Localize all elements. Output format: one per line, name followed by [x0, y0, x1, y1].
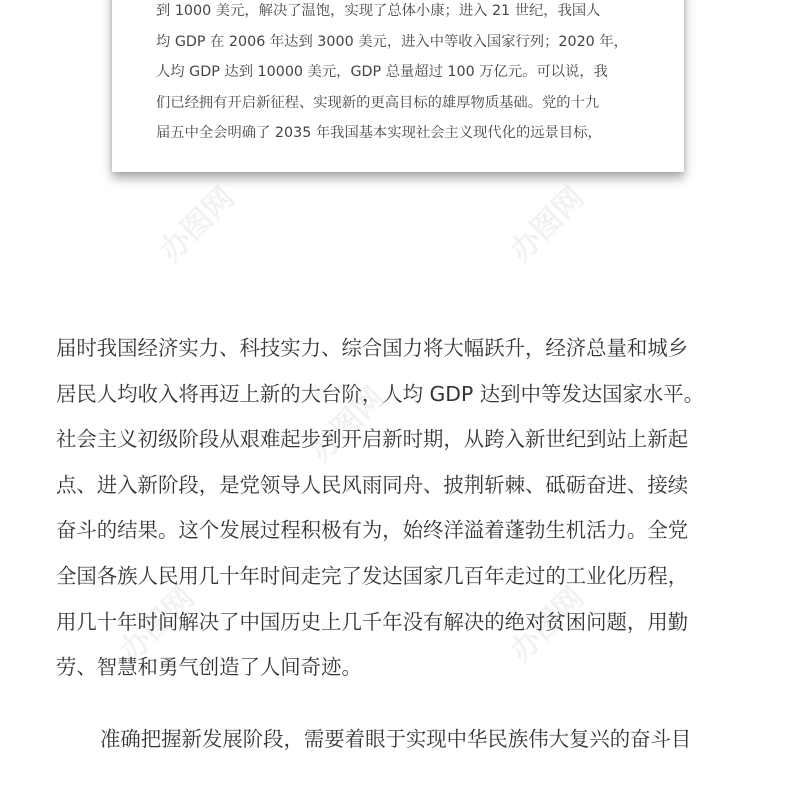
- text-line: 社会主义初级阶段从艰难起步到开启新时期，从跨入新世纪到站上新起: [56, 427, 689, 452]
- text-line: 居民人均收入将再迈上新的大台阶，人均 GDP 达到中等发达国家水平。: [56, 381, 705, 406]
- watermark: 办图网: [153, 180, 242, 269]
- card-line: 到 1000 美元，解决了温饱，实现了总体小康；进入 21 世纪，我国人: [156, 3, 601, 19]
- watermark: 办图网: [113, 580, 202, 669]
- text-line: 奋斗的结果。这个发展过程积极有为，始终洋溢着蓬勃生机活力。全党: [56, 518, 689, 543]
- paragraph: [56, 326, 756, 691]
- card-line: 届五中全会明确了 2035 年我国基本实现社会主义现代化的远景目标，: [156, 125, 602, 142]
- text-line: 届时我国经济实力、科技实力、综合国力将大幅跃升，经济总量和城乡: [56, 336, 689, 360]
- card-line: 人均 GDP 达到 10000 美元，GDP 总量超过 100 万亿元。可以说，我: [156, 64, 608, 81]
- paragraph-spacer: [56, 691, 756, 717]
- card-text: [156, 0, 666, 149]
- text-line: 劳、智慧和勇气创造了人间奇迹。: [56, 655, 362, 680]
- watermark: 办图网: [503, 180, 592, 269]
- text-line: 准确把握新发展阶段，需要着眼于实现中华民族伟大复兴的奋斗目: [100, 726, 692, 751]
- watermark: 办图网: [303, 380, 392, 469]
- text-line: 点、进入新阶段，是党领导人民风雨同舟、披荆斩棘、砥砺奋进、接续: [56, 472, 689, 497]
- text-line: 用几十年时间解决了中国历史上几千年没有解决的绝对贫困问题，用勤: [56, 609, 689, 634]
- paragraph: [56, 717, 756, 763]
- card-line: 均 GDP 在 2006 年达到 3000 美元，进入中等收入国家行列；2020 年，: [156, 33, 628, 50]
- watermark: 办图网: [503, 580, 592, 669]
- quote-card: [112, 0, 684, 172]
- text-line: 全国各族人民用几十年时间走完了发达国家几百年走过的工业化历程，: [56, 563, 689, 588]
- article-body: [56, 326, 756, 762]
- card-line: 们已经拥有开启新征程、实现新的更高目标的雄厚物质基础。党的十九: [156, 94, 600, 111]
